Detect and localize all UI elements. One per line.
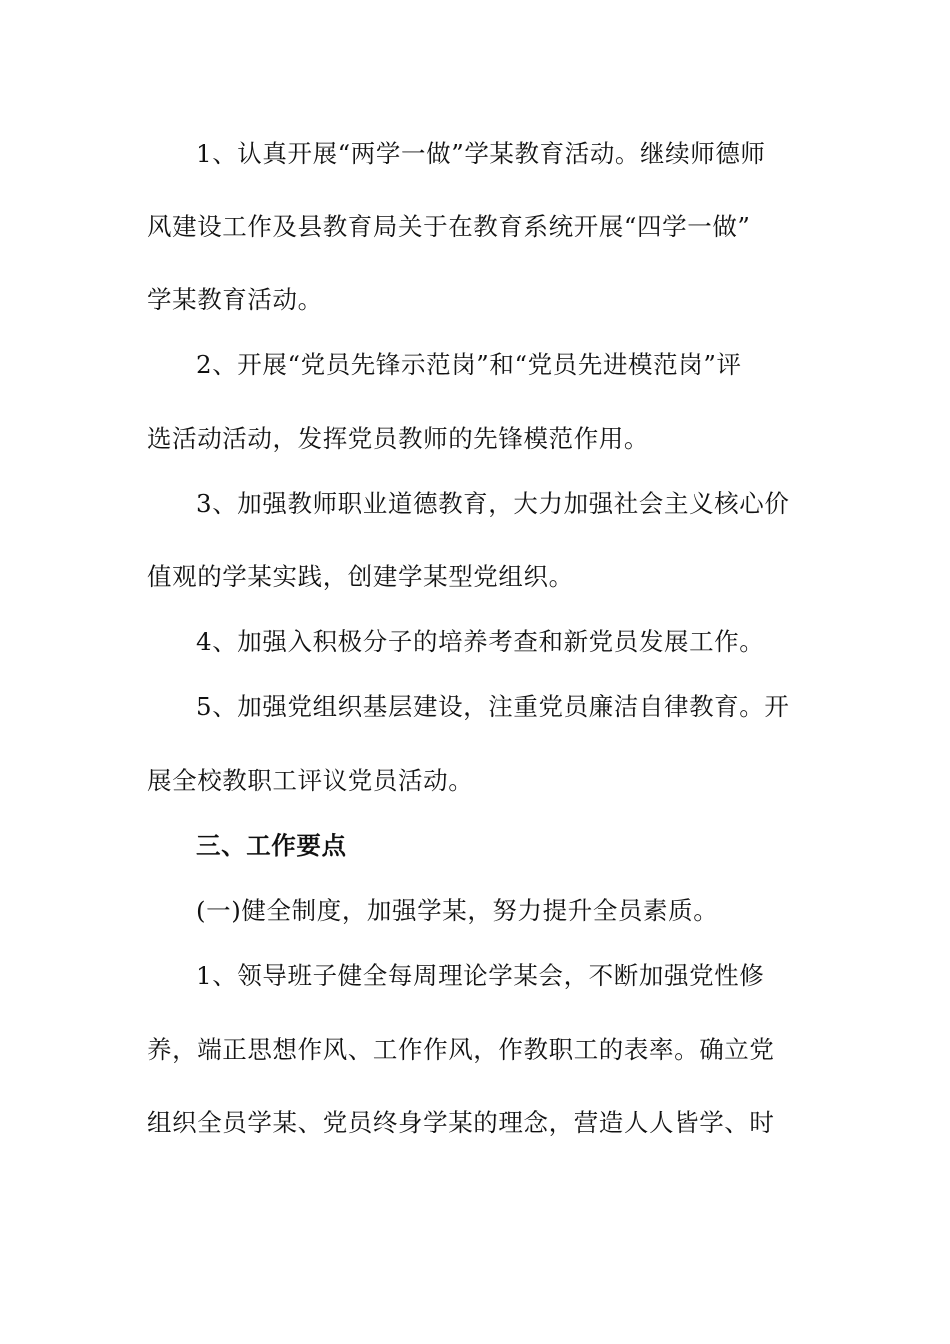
paragraph-6-line-1: 1、领导班子健全每周理论学某会，不断加强党性修 — [196, 961, 765, 990]
paragraph-2-line-1: 2、开展“党员先锋示范岗”和“党员先进模范岗”评 — [196, 350, 742, 379]
paragraph-3-line-2: 值观的学某实践，创建学某型党组织。 — [147, 562, 574, 591]
paragraph-6-line-2: 养，端正思想作风、工作作风，作教职工的表率。确立党 — [147, 1035, 775, 1064]
paragraph-5-line-2: 展全校教职工评议党员活动。 — [147, 766, 474, 795]
paragraph-6-line-3: 组织全员学某、党员终身学某的理念，营造人人皆学、时 — [147, 1108, 775, 1137]
section-heading: 三、工作要点 — [196, 831, 347, 860]
paragraph-2-line-2: 选活动活动，发挥党员教师的先锋模范作用。 — [147, 424, 649, 453]
paragraph-1-line-3: 学某教育活动。 — [147, 285, 323, 314]
paragraph-5-line-1: 5、加强党组织基层建设，注重党员廉洁自律教育。开 — [196, 692, 790, 721]
paragraph-1-line-1: 1、认真开展“两学一做”学某教育活动。继续师德师 — [196, 139, 766, 168]
paragraph-4-line-1: 4、加强入积极分子的培养考查和新党员发展工作。 — [196, 627, 765, 656]
paragraph-1-line-2: 风建设工作及县教育局关于在教育系统开展“四学一做” — [147, 212, 751, 241]
paragraph-3-line-1: 3、加强教师职业道德教育，大力加强社会主义核心价 — [196, 489, 790, 518]
subsection-heading: (一)健全制度，加强学某，努力提升全员素质。 — [196, 896, 719, 925]
